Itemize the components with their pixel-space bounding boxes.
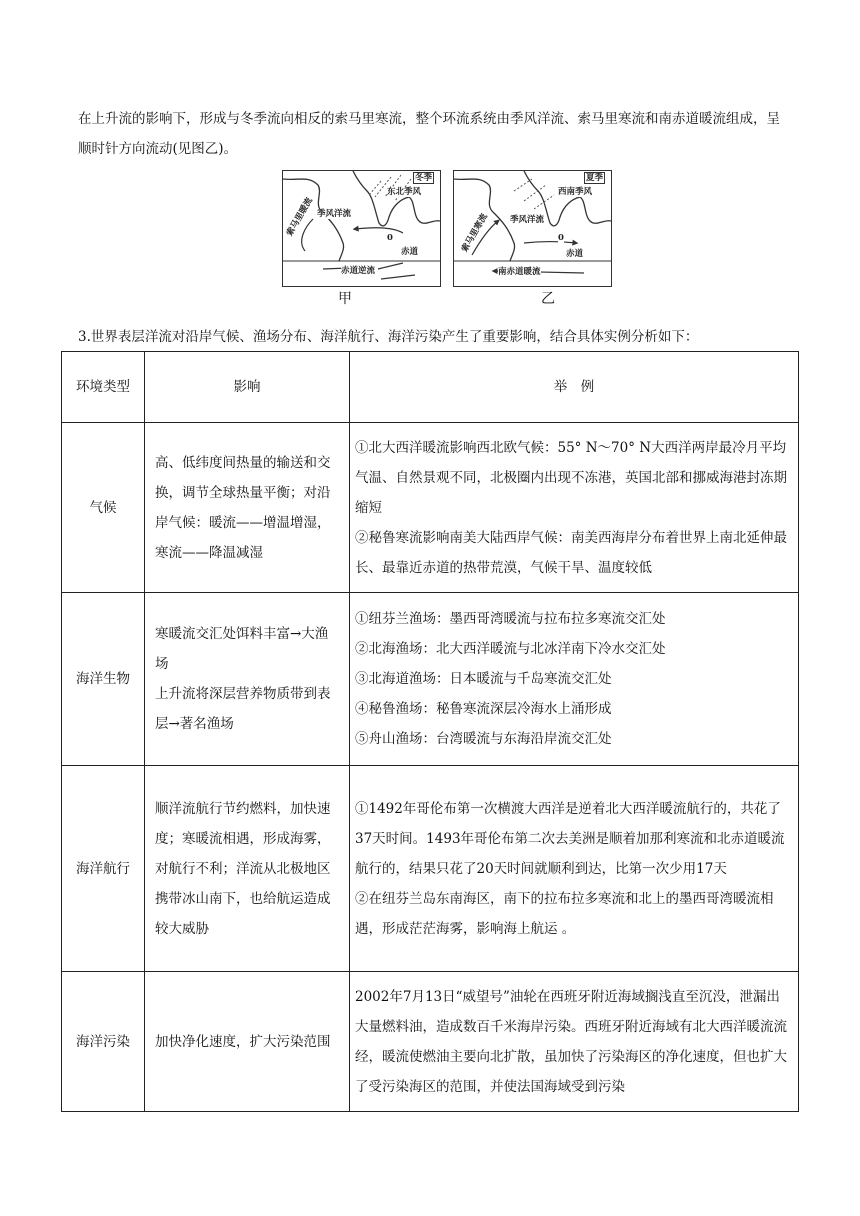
type-cell: 气候 [62,423,145,593]
example-item: ②秘鲁寒流影响南美大陆西岸气候：南美西海岸分布着世界上南北延伸最长、最靠近赤道的热带荒漠，气候干旱、温度较低 [355,529,787,576]
summer-current-map [453,170,612,287]
header-environment-type: 环境类型 [62,352,145,423]
example-item: ②北海渔场：北大西洋暖流与北冰洋南下冷水交汇处 [355,641,666,657]
south-equatorial-warm-current-label: 南赤道暖流 [498,267,541,277]
winter-season-label: 冬季 [415,173,433,183]
impact-cell [145,593,350,766]
figure-caption-a: 甲 [338,291,352,307]
examples-cell [350,423,799,593]
somali-warm-current-label: 索马里暖流 [285,196,315,238]
ocean-current-impact-table [61,351,799,1112]
figure-caption-b: 乙 [541,291,555,307]
examples-cell [350,766,799,972]
winter-current-map [282,170,441,287]
table-row-pollution [62,972,799,1112]
equator-label: 赤道 [566,249,584,259]
equatorial-counter-current-label: 赤道逆流 [341,266,376,276]
example-item: ①纽芬兰渔场：墨西哥湾暖流与拉布拉多寒流交汇处 [355,611,666,627]
monsoon-current-figure [282,170,612,310]
type-cell: 海洋航行 [62,766,145,972]
impact-cell: 顺洋流航行节约燃料，加快速度；寒暖流相遇，形成海雾，对航行不利；洋流从北极地区携带冰山南下，也给航运造成较大威胁 [145,766,350,972]
southwest-monsoon-label: 西南季风 [558,187,593,197]
northeast-monsoon-label: 东北季风 [387,187,422,197]
example-item: ④秘鲁渔场：秘鲁寒流深层冷海水上涌形成 [355,701,612,717]
examples-cell [350,972,799,1112]
impact-cell: 高、低纬度间热量的输送和交换，调节全球热量平衡；对沿岸气候：暖流——增温增湿，寒流——降温减湿 [145,423,350,593]
table-row-navigation [62,766,799,972]
type-cell: 海洋污染 [62,972,145,1112]
example-item: ②在纽芬兰岛东南海区，南下的拉布拉多寒流和北上的墨西哥湾暖流相遇，形成茫茫海雾，影响海上航运 。 [355,890,774,937]
header-examples: 举 例 [350,352,799,423]
intro-paragraph: 在上升流的影响下，形成与冬季流向相反的索马里寒流，整个环流系统由季风洋流、索马里寒流和南赤道暖流组成，呈顺时针方向流动(见图乙)。 [78,111,780,157]
section-3-intro: 3.世界表层洋流对沿岸气候、渔场分布、海洋航行、海洋污染产生了重要影响，结合具体实例分析如下： [78,329,699,345]
monsoon-current-label: 季风洋流 [510,215,545,225]
header-impact: 影响 [145,352,350,423]
table-header-row [62,352,799,423]
table-row-climate [62,423,799,593]
impact-line: 上升流将深层营养物质带到表层→著名渔场 [155,686,331,732]
zero-label: 0 [558,233,564,243]
example-item: ③北海道渔场：日本暖流与千岛寒流交汇处 [355,671,612,687]
example-item: 2002年7月13日“威望号”油轮在西班牙附近海域搁浅直至沉没，泄漏出大量燃料油，造成数百千米海岸污染。西班牙附近海域有北大西洋暖流流经，暖流使燃油主要向北扩散，虽加快了污染海区的净化速度，但也扩大了受污染海区的范围，并使法国海域受到污染 [355,988,787,1095]
zero-label: 0 [387,233,393,243]
impact-cell: 加快净化速度，扩大污染范围 [145,972,350,1112]
example-item: ⑤舟山渔场：台湾暖流与东海沿岸流交汇处 [355,731,612,747]
table-row-marine-life [62,593,799,766]
examples-cell [350,593,799,766]
monsoon-current-label: 季风洋流 [317,209,352,219]
equator-label: 赤道 [401,247,419,257]
summer-season-label: 夏季 [586,173,604,183]
impact-line: 寒暖流交汇处饵料丰富→大渔场 [155,626,329,672]
somali-cold-current-label: 索马里寒流 [460,212,490,254]
type-cell: 海洋生物 [62,593,145,766]
example-item: ①北大西洋暖流影响西北欧气候：55° N～70° N大西洋两岸最冷月平均气温、自然景观不同，北极圈内出现不冻港，英国北部和挪威海港封冻期缩短 [355,439,787,516]
example-item: ①1492年哥伦布第一次横渡大西洋是逆着北大西洋暖流航行的，共花了37天时间。1493年哥伦布第二次去美洲是顺着加那利寒流和北赤道暖流航行的，结果只花了20天时间就顺利到达，比第一次少用17天 [355,800,785,877]
